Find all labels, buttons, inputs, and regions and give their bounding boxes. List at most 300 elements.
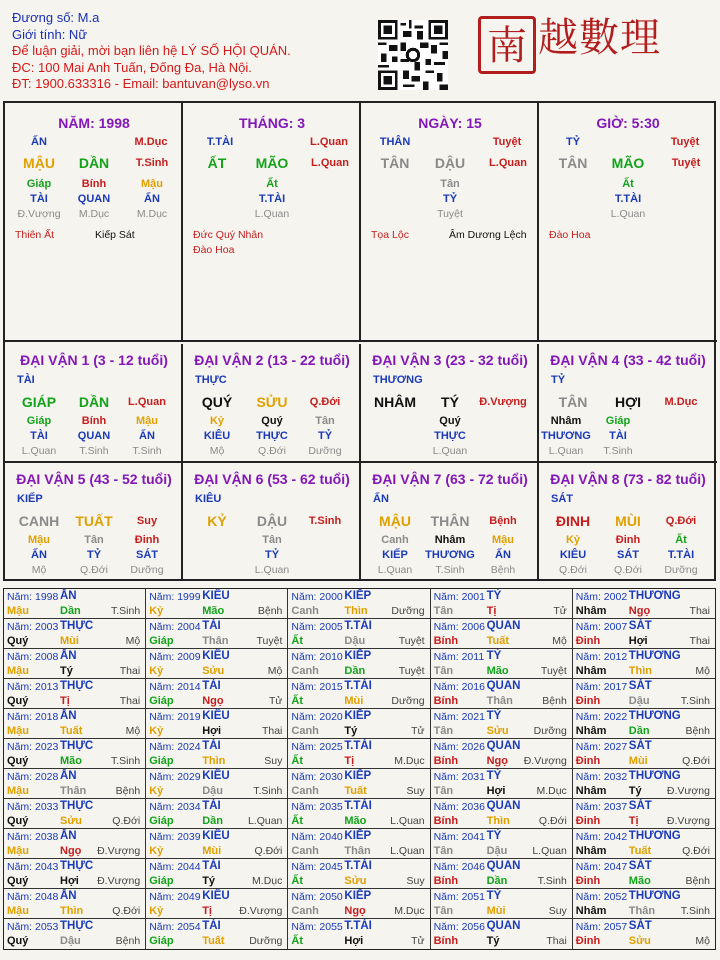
year-branch: Tuất	[344, 785, 367, 797]
dai-van-hidden-state: Bệnh	[490, 564, 516, 576]
dai-van-hidden-stem: Ất	[675, 534, 687, 546]
year-branch: Ngọ	[344, 905, 366, 917]
year-god: KIẾP	[344, 890, 372, 902]
year-branch: Thìn	[486, 815, 510, 827]
year-state: T.Sinh	[680, 905, 710, 917]
year-label: Năm: 2052	[575, 891, 628, 903]
dai-van-hidden-god: THƯƠNG	[425, 549, 475, 561]
year-stem: Canh	[291, 845, 319, 857]
dai-van-8	[539, 463, 717, 579]
year-branch: Ngọ	[486, 755, 508, 767]
year-label: Năm: 2035	[291, 801, 343, 813]
year-branch: Hợi	[486, 785, 506, 797]
year-stem: Canh	[291, 665, 319, 677]
year-label: Năm: 2048	[7, 891, 59, 903]
year-god: TÀI	[202, 740, 221, 752]
dai-van-hidden-stem: Đinh	[134, 534, 160, 546]
year-god: THỰC	[60, 860, 94, 872]
year-cell	[288, 829, 430, 859]
year-branch: Dậu	[486, 845, 508, 857]
year-cell	[288, 919, 430, 949]
year-state: Đ.Vượng	[523, 755, 567, 767]
year-branch: Tị	[202, 905, 212, 917]
year-branch: Hợi	[628, 635, 648, 647]
hidden-state: L.Quan	[610, 208, 646, 220]
year-stem: Đinh	[575, 755, 601, 767]
special-star: Tọa Lộc	[371, 229, 409, 241]
year-god: THỰC	[60, 680, 94, 692]
year-state: Tử	[411, 935, 425, 947]
dai-van-2	[183, 344, 361, 463]
year-branch: Ngọ	[202, 695, 224, 707]
year-branch: Thân	[60, 785, 87, 797]
dai-van-hidden-state: Dưỡng	[130, 564, 164, 576]
year-god: THƯƠNG	[628, 770, 681, 782]
year-god: TỶ	[486, 650, 502, 662]
year-god: TỶ	[486, 590, 502, 602]
year-state: Mộ	[695, 665, 710, 677]
year-cell	[431, 769, 573, 799]
year-god: SÁT	[628, 740, 652, 752]
year-branch: Sửu	[486, 725, 509, 737]
qr-code-icon[interactable]	[378, 20, 448, 90]
pillar-branch-state: Tuyệt	[670, 136, 700, 148]
year-label: Năm: 2019	[149, 711, 201, 723]
branch-state: L.Quan	[311, 157, 349, 169]
year-god: THỰC	[60, 920, 94, 932]
dai-van-hidden-god: KIẾP	[382, 549, 408, 561]
year-cell	[431, 799, 573, 829]
year-label: Năm: 2003	[7, 621, 59, 633]
dai-van-state: T.Sinh	[308, 515, 342, 527]
year-cell	[4, 709, 146, 739]
special-star: Âm Dương Lệch	[449, 229, 527, 241]
year-stem: Bính	[433, 875, 459, 887]
year-branch: Ngọ	[60, 845, 82, 857]
year-cell	[288, 889, 430, 919]
year-stem: Bính	[433, 935, 459, 947]
year-label: Năm: 2049	[149, 891, 201, 903]
year-branch: Mùi	[202, 845, 222, 857]
dai-van-6	[183, 463, 361, 579]
year-label: Năm: 2007	[575, 621, 628, 633]
dai-van-hidden-stem: Tân	[84, 534, 104, 546]
year-branch: Dậu	[344, 635, 366, 647]
year-state: Q.Đới	[254, 845, 283, 857]
year-branch: Tuất	[628, 845, 652, 857]
year-cell	[4, 619, 146, 649]
year-cell	[288, 769, 430, 799]
year-label: Năm: 2014	[149, 681, 201, 693]
earthly-branch: DẬU	[434, 155, 466, 171]
year-cell	[573, 859, 715, 889]
year-branch: Thìn	[344, 605, 368, 617]
year-god: THƯƠNG	[628, 710, 681, 722]
dai-van-hidden-god: KIÊU	[559, 549, 587, 561]
year-god: TỶ	[486, 830, 502, 842]
year-label: Năm: 2020	[291, 711, 343, 723]
dai-van-1	[5, 344, 183, 463]
dai-van-hidden-stem: Giáp	[605, 415, 631, 427]
dai-van-stem: GIÁP	[21, 394, 57, 410]
year-stem: Mậu	[7, 665, 29, 677]
year-label: Năm: 2002	[575, 591, 628, 603]
year-god: ẤN	[60, 650, 77, 662]
pillar-2	[183, 103, 361, 342]
year-label: Năm: 2004	[149, 621, 201, 633]
owner-name: Đương số: M.a	[12, 10, 100, 25]
dai-van-branch: TÝ	[441, 394, 459, 410]
year-label: Năm: 2000	[291, 591, 343, 603]
year-cell	[4, 829, 146, 859]
year-stem: Tân	[433, 845, 454, 857]
dai-van-hidden-stem: Kỷ	[209, 415, 225, 427]
dai-van-hidden-god: ẤN	[139, 430, 155, 442]
year-state: Suy	[548, 905, 567, 917]
year-label: Năm: 1998	[7, 591, 59, 603]
pillar-4	[539, 103, 717, 342]
year-cell	[4, 769, 146, 799]
year-state: T.Sinh	[680, 695, 710, 707]
dai-van-hidden-god: KIÊU	[203, 430, 231, 442]
year-label: Năm: 2013	[7, 681, 59, 693]
dai-van-title: ĐẠI VẬN 5 (43 - 52 tuổi)	[16, 471, 172, 487]
year-stem: Ất	[291, 875, 303, 887]
year-stem: Quý	[7, 815, 29, 827]
year-state: L.Quan	[390, 815, 425, 827]
chart-header	[12, 10, 342, 93]
year-cell	[431, 829, 573, 859]
year-state: Thai	[689, 605, 710, 617]
hidden-state: M.Dục	[136, 208, 168, 220]
dai-van-stem: QUÝ	[201, 394, 233, 410]
year-cell	[573, 679, 715, 709]
heavenly-stem: ẤT	[207, 155, 227, 171]
dai-van-hidden-state: T.Sinh	[79, 445, 109, 457]
year-state: Đ.Vượng	[239, 905, 283, 917]
year-branch: Sửu	[60, 815, 83, 827]
year-stem: Quý	[7, 695, 29, 707]
year-branch: Tý	[344, 725, 358, 737]
dai-van-hidden-god: TỶ	[86, 549, 102, 561]
hidden-stem: Mậu	[141, 178, 163, 190]
year-god: THƯƠNG	[628, 830, 681, 842]
year-label: Năm: 2029	[149, 771, 201, 783]
year-branch: Tuất	[486, 635, 509, 647]
year-label: Năm: 2015	[291, 681, 343, 693]
branch-state: L.Quan	[489, 157, 527, 169]
special-star: Thiên Ất	[15, 229, 55, 241]
year-god: QUAN	[486, 740, 521, 752]
year-state: M.Dục	[252, 875, 283, 887]
dai-van-hidden-stem: Nhâm	[434, 534, 466, 546]
year-state: Mộ	[267, 665, 283, 677]
dai-van-branch: HỢI	[615, 394, 641, 410]
dai-van-branch: TUẤT	[75, 513, 113, 529]
dai-van-hidden-stem: Canh	[381, 534, 409, 546]
year-stem: Đinh	[575, 815, 601, 827]
dai-van-hidden-god: SÁT	[617, 549, 639, 561]
year-stem: Quý	[7, 935, 29, 947]
hidden-god: T.TÀI	[614, 193, 642, 205]
heavenly-stem: TÂN	[380, 155, 410, 171]
dai-van-hidden-state: Q.Đới	[614, 564, 642, 576]
year-god: THỰC	[60, 620, 94, 632]
year-branch: Dậu	[60, 935, 81, 947]
year-branch: Dần	[344, 665, 366, 677]
dai-van-stem: CANH	[18, 513, 60, 529]
year-cell	[431, 919, 573, 949]
year-state: Mộ	[695, 935, 710, 947]
dai-van-title: ĐẠI VẬN 8 (73 - 82 tuổi)	[550, 471, 706, 487]
year-state: Thai	[689, 635, 710, 647]
year-label: Năm: 2055	[291, 921, 343, 933]
year-god: T.TÀI	[344, 860, 372, 872]
year-cell	[4, 739, 146, 769]
year-branch: Dần	[60, 605, 81, 617]
year-branch: Tý	[628, 785, 642, 797]
year-branch: Tý	[486, 935, 500, 947]
year-branch: Thìn	[60, 905, 84, 917]
year-state: Tuyệt	[256, 635, 283, 647]
dai-van-title: ĐẠI VẬN 6 (53 - 62 tuổi)	[194, 471, 350, 487]
dai-van-hidden-stem: Bính	[81, 415, 107, 427]
year-stem: Tân	[433, 605, 454, 617]
year-stem: Giáp	[149, 935, 174, 947]
pillar-title: NGÀY: 15	[418, 115, 482, 131]
year-god: T.TÀI	[344, 920, 372, 932]
hidden-stem: Giáp	[26, 178, 52, 190]
dai-van-hidden-god: T.TÀI	[667, 549, 695, 561]
dai-van-3	[361, 344, 539, 463]
year-label: Năm: 2028	[7, 771, 59, 783]
dai-van-title: ĐẠI VẬN 2 (13 - 22 tuổi)	[194, 352, 350, 368]
year-god: T.TÀI	[344, 620, 372, 632]
year-stem: Đinh	[575, 875, 601, 887]
hidden-state: M.Dục	[78, 208, 110, 220]
year-label: Năm: 2036	[433, 801, 485, 813]
dai-van-hidden-god: ẤN	[495, 549, 511, 561]
year-label: Năm: 1999	[149, 591, 201, 603]
year-label: Năm: 2016	[433, 681, 485, 693]
dai-van-state: Q.Đới	[665, 515, 697, 527]
year-god: KIÊU	[202, 710, 230, 722]
year-stem: Kỷ	[149, 845, 164, 857]
year-label: Năm: 2053	[7, 921, 59, 933]
year-branch: Hợi	[60, 875, 79, 887]
year-label: Năm: 2057	[575, 921, 628, 933]
year-state: Q.Đới	[112, 815, 141, 827]
year-stem: Bính	[433, 635, 459, 647]
dai-van-hidden-state: Mộ	[209, 445, 225, 457]
year-label: Năm: 2017	[575, 681, 628, 693]
year-stem: Canh	[291, 905, 319, 917]
dai-van-hidden-state: Dưỡng	[308, 445, 342, 457]
year-branch: Hợi	[202, 725, 222, 737]
dai-van-hidden-god: SÁT	[136, 549, 158, 561]
year-state: Bệnh	[257, 605, 283, 617]
year-branch: Mùi	[344, 695, 364, 707]
year-cell	[146, 649, 288, 679]
year-god: ẤN	[60, 770, 77, 782]
year-state: Đ.Vượng	[97, 875, 141, 887]
year-stem: Quý	[7, 755, 29, 767]
year-stem: Ất	[291, 935, 303, 947]
year-branch: Thìn	[202, 755, 226, 767]
dai-van-hidden-state: Q.Đới	[80, 564, 108, 576]
year-stem: Kỷ	[149, 665, 164, 677]
year-cell	[4, 679, 146, 709]
dai-van-god: ẤN	[373, 493, 389, 505]
dai-van-hidden-stem: Quý	[261, 415, 283, 427]
address: ĐC: 100 Mai Anh Tuấn, Đống Đa, Hà Nội.	[12, 59, 252, 75]
year-god: ẤN	[60, 710, 77, 722]
year-stem: Ất	[291, 815, 303, 827]
year-cell	[288, 589, 430, 619]
year-stem: Ất	[291, 635, 303, 647]
year-stem: Tân	[433, 665, 454, 677]
year-branch: Tuất	[202, 935, 225, 947]
dai-van-hidden-state: T.Sinh	[603, 445, 633, 457]
pillar-branch-state: M.Dục	[134, 136, 168, 148]
dai-van-stem: TÂN	[558, 394, 588, 410]
year-branch: Hợi	[344, 935, 364, 947]
year-state: Thai	[119, 665, 141, 677]
year-branch: Dậu	[628, 695, 650, 707]
year-cell	[146, 829, 288, 859]
year-branch: Thân	[344, 845, 371, 857]
year-branch: Mùi	[60, 635, 79, 647]
year-god: SÁT	[628, 620, 652, 632]
year-label: Năm: 2010	[291, 651, 343, 663]
year-state: L.Quan	[247, 815, 283, 827]
dai-van-branch: DẦN	[78, 394, 110, 410]
year-label: Năm: 2039	[149, 831, 201, 843]
dai-van-5	[5, 463, 183, 579]
year-state: M.Dục	[536, 785, 567, 797]
year-stem: Quý	[7, 875, 29, 887]
year-state: Q.Đới	[538, 815, 567, 827]
year-branch: Dần	[202, 815, 223, 827]
year-branch: Tị	[344, 755, 355, 767]
year-stem: Nhâm	[575, 665, 607, 677]
year-label: Năm: 2044	[149, 861, 201, 873]
dai-van-god: TÀI	[17, 374, 35, 386]
dai-van-god: KIÊU	[195, 493, 222, 505]
year-cell	[4, 889, 146, 919]
year-state: Tử	[268, 695, 283, 707]
year-state: M.Dục	[394, 905, 425, 917]
year-state: Bệnh	[115, 785, 141, 797]
year-state: Đ.Vượng	[97, 845, 141, 857]
year-state: Mộ	[552, 635, 567, 647]
year-stem: Nhâm	[575, 725, 607, 737]
dai-van-hidden-state: L.Quan	[548, 445, 584, 457]
year-stem: Canh	[291, 605, 319, 617]
year-god: TÀI	[202, 860, 221, 872]
year-god: ẤN	[60, 890, 77, 902]
year-state: Suy	[406, 875, 425, 887]
year-label: Năm: 2001	[433, 591, 485, 603]
year-god: TÀI	[202, 800, 221, 812]
year-cell	[573, 919, 715, 949]
year-cell	[573, 649, 715, 679]
dai-van-hidden-stem: Đinh	[615, 534, 641, 546]
dai-van-hidden-god: TÀI	[30, 430, 48, 442]
year-god: KIẾP	[344, 830, 372, 842]
dai-van-hidden-stem: Tân	[315, 415, 335, 427]
year-stem: Tân	[433, 785, 454, 797]
dai-van-stem: NHÂM	[374, 394, 416, 410]
year-cell	[288, 619, 430, 649]
dai-van-hidden-god: ẤN	[31, 549, 47, 561]
year-label: Năm: 2009	[149, 651, 201, 663]
year-cell	[4, 799, 146, 829]
hidden-god: ẤN	[144, 193, 160, 205]
year-cell	[431, 619, 573, 649]
earthly-branch: MÃO	[611, 155, 645, 171]
year-state: L.Quan	[390, 845, 425, 857]
year-stem: Bính	[433, 755, 459, 767]
year-state: Bệnh	[542, 695, 567, 707]
year-god: KIẾP	[344, 770, 372, 782]
year-cell	[146, 919, 288, 949]
earthly-branch: MÃO	[255, 155, 289, 171]
pillar-title: NĂM: 1998	[58, 115, 130, 131]
year-branch: Sửu	[202, 665, 225, 677]
year-state: Tuyệt	[540, 665, 567, 677]
luu-nien-table	[3, 588, 716, 950]
dai-van-hidden-god: TỶ	[264, 549, 280, 561]
dai-van-4	[539, 344, 717, 463]
dai-van-7	[361, 463, 539, 579]
pillar-stem-god: TỶ	[565, 136, 581, 148]
hidden-god: TỶ	[442, 193, 458, 205]
branch-state: T.Sinh	[135, 157, 169, 169]
year-stem: Tân	[433, 905, 454, 917]
dai-van-title: ĐẠI VẬN 7 (63 - 72 tuổi)	[372, 471, 528, 487]
year-label: Năm: 2011	[433, 651, 485, 663]
dai-van-hidden-state: L.Quan	[254, 564, 290, 576]
year-state: Bệnh	[685, 725, 710, 737]
special-star: Kiếp Sát	[95, 229, 135, 241]
dai-van-hidden-state: T.Sinh	[435, 564, 465, 576]
year-state: T.Sinh	[537, 875, 567, 887]
year-cell	[146, 709, 288, 739]
year-stem: Đinh	[575, 935, 601, 947]
year-cell	[146, 589, 288, 619]
year-branch: Mão	[628, 875, 651, 887]
dai-van-hidden-state: L.Quan	[21, 445, 57, 457]
year-branch: Dần	[486, 875, 508, 887]
year-cell	[4, 589, 146, 619]
year-god: SÁT	[628, 800, 652, 812]
year-label: Năm: 2030	[291, 771, 343, 783]
year-god: TÀI	[202, 620, 221, 632]
year-cell	[146, 799, 288, 829]
year-branch: Dậu	[202, 785, 223, 797]
year-branch: Thân	[486, 695, 513, 707]
dai-van-state: Q.Đới	[309, 396, 341, 408]
year-label: Năm: 2040	[291, 831, 343, 843]
year-branch: Tị	[628, 815, 639, 827]
year-god: TỶ	[486, 770, 502, 782]
seal-glyph: 南	[487, 23, 527, 69]
dai-van-state: Suy	[136, 515, 158, 527]
year-cell	[431, 889, 573, 919]
hidden-state: L.Quan	[254, 208, 290, 220]
hidden-state: Đ.Vượng	[17, 208, 61, 220]
